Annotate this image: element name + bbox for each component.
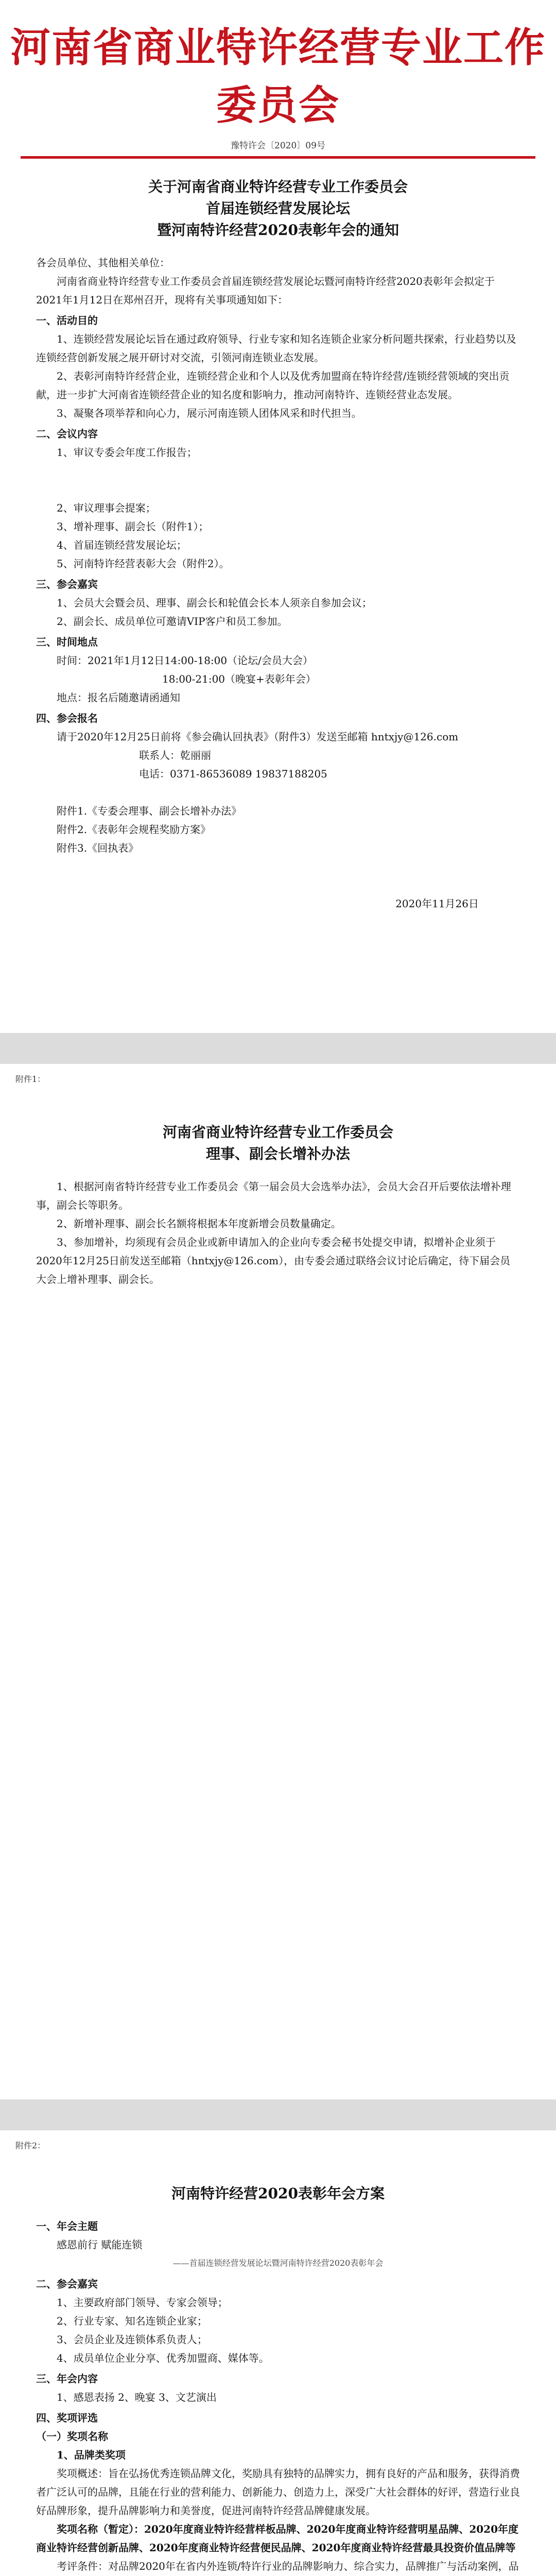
category-title: 1、品牌类奖项 [57,2449,126,2461]
list-item: 2、新增补理事、副会长名额将根据本年度新增会员数量确定。 [57,1217,341,1230]
registration-text: 请于2020年12月25日前将《参会确认回执表》（附件3）发送至邮箱 hntxjy@126.com [57,731,459,743]
attachment-item: 附件2.《表彰年会规程奖励方案》 [57,823,211,836]
attachment-1-page [0,1066,556,2097]
section-title: 三、时间地点 [36,636,98,648]
time-line: 时间：2021年1月12日14:00-18:00（论坛/会员大会） [57,654,313,667]
list-item: 2、表彰河南特许经营企业，连锁经营企业和个人以及优秀加盟商在特许经营/连锁经营领域的突出贡献，进一步扩大河南省连锁经营企业的知名度和影响力，推动河南特许、连锁经营业态发展。 [36,370,510,401]
list-item: 1、根据河南省特许经营专业工作委员会《第一届会员大会选举办法》，会员大会召开后要依法增补理事，副会长等职务。 [36,1180,511,1211]
section-title: 二、会议内容 [36,428,98,440]
contact-phone: 电话：0371-86536089 19837188205 [139,768,327,780]
list-item: 2、审议理事会提案； [57,502,156,514]
list-item: 1、审议专委会年度工作报告； [57,446,197,459]
salutation: 各会员单位、其他相关单位： [36,257,170,269]
org-banner: 河南省商业特许经营专业工作委员会 [10,24,546,129]
list-item: 1、连锁经营发展论坛旨在通过政府领导、行业专家和知名连锁企业家分析问题共探索，行业趋势以及连锁经营创新发展之展开研讨对交流，引领河南连锁业态发展。 [36,333,516,364]
notice-page [0,0,556,1030]
list-item: 2、行业专家、知名连锁企业家； [57,2315,207,2327]
list-item: 1、会员大会暨会员、理事、副会长和轮值会长本人须亲自参加会议； [57,597,372,609]
category-names: 奖项名称（暂定）：2020年度商业特许经营样板品牌、2020年度商业特许经营明星品牌、2020年度商业特许经营创新品牌、2020年度商业特许经营便民品牌、2020年度商业特许经营最具投资价值品牌等 [36,2523,518,2554]
list-item: 3、参加增补，均须现有会员企业或新申请加入的企业向专委会秘书处提交申请，拟增补企业须于2020年12月25日前发送至邮箱（hntxjy@126.com），由专委会通过联络会议讨论后确定，待下届会员大会上增补理事、副会长。 [36,1236,511,1285]
page-divider [0,1033,556,1064]
section-title: 四、奖项评选 [36,2412,98,2424]
theme-subtitle: ——首届连锁经营发展论坛暨河南特许经营2020表彰年会 [172,2258,384,2268]
intro-paragraph: 河南省商业特许经营专业工作委员会首届连锁经营发展论坛暨河南特许经营2020表彰年会拟定于2021年1月12日在郑州召开，现将有关事项通知如下： [36,275,495,306]
doc-number: 豫特许会〔2020〕09号 [231,141,325,151]
section-title: 三、年会内容 [36,2372,98,2385]
attachment-2-page [0,2133,556,2576]
list-item: 3、增补理事、副会长（附件1）； [57,520,209,533]
section-title: 二、参会嘉宾 [36,2278,98,2290]
red-divider [21,156,535,159]
category-criteria: 考评条件：对品牌2020年在省内外连锁/特许行业的品牌影响力、综合实力，品牌推广与活动案例，品 [57,2560,519,2572]
attachment-label: 附件2： [15,2141,46,2150]
list-item: 1、主要政府部门领导、专家会领导； [57,2296,228,2309]
attachment-item: 附件1.《专委会理事、副会长增补办法》 [57,805,242,817]
attachment-label: 附件1： [15,1074,46,1084]
section-title: 四、参会报名 [36,712,98,724]
contact-person: 联系人：乾丽丽 [139,749,211,761]
category-desc: 奖项概述：旨在弘扬优秀连锁品牌文化，奖励具有独特的品牌实力，拥有良好的产品和服务，获得消费者广泛认可的品牌，且能在行业的营利能力、创新能力、创造力上，深受广大社会群体的好评，营造行业良好品牌形象，提升品牌影响力和美誉度，促进河南特许经营品牌健康发展。 [36,2467,520,2517]
notice-title: 关于河南省商业特许经营专业工作委员会 首届连锁经营发展论坛 暨河南特许经营2020表彰年会的通知 [148,178,408,239]
list-item: 3、会员企业及连锁体系负责人； [57,2333,207,2346]
place-line: 地点：报名后随邀请函通知 [57,691,180,704]
list-item: 4、成员单位企业分享、优秀加盟商、媒体等。 [57,2352,269,2364]
list-item: 3、凝聚各项举荐和向心力，展示河南连锁人团体风采和时代担当。 [57,407,362,419]
section-title: 三、参会嘉宾 [36,578,98,590]
notice-date: 2020年11月26日 [395,897,479,910]
attachment-2-title: 河南特许经营2020表彰年会方案 [171,2185,385,2202]
attachment-item: 附件3.《回执表》 [57,842,139,854]
page-divider [0,2099,556,2130]
attachment-1-title: 河南省商业特许经营专业工作委员会 理事、副会长增补办法 [162,1124,393,1162]
list-item: 2、副会长、成员单位可邀请VIP客户和员工参加。 [57,615,288,628]
list-item: 5、河南特许经营表彰大会（附件2）。 [57,557,230,570]
section-title: 一、活动目的 [36,314,98,327]
subsection-title: （一）奖项名称 [36,2430,108,2443]
time-line: 18:00-21:00（晚宴+表彰年会） [162,673,316,685]
list-item: 1、感恩表扬 2、晚宴 3、文艺演出 [57,2391,217,2403]
theme-text: 感恩前行 赋能连锁 [57,2239,143,2251]
list-item: 4、首届连锁经营发展论坛； [57,539,187,551]
section-title: 一、年会主题 [36,2220,98,2232]
